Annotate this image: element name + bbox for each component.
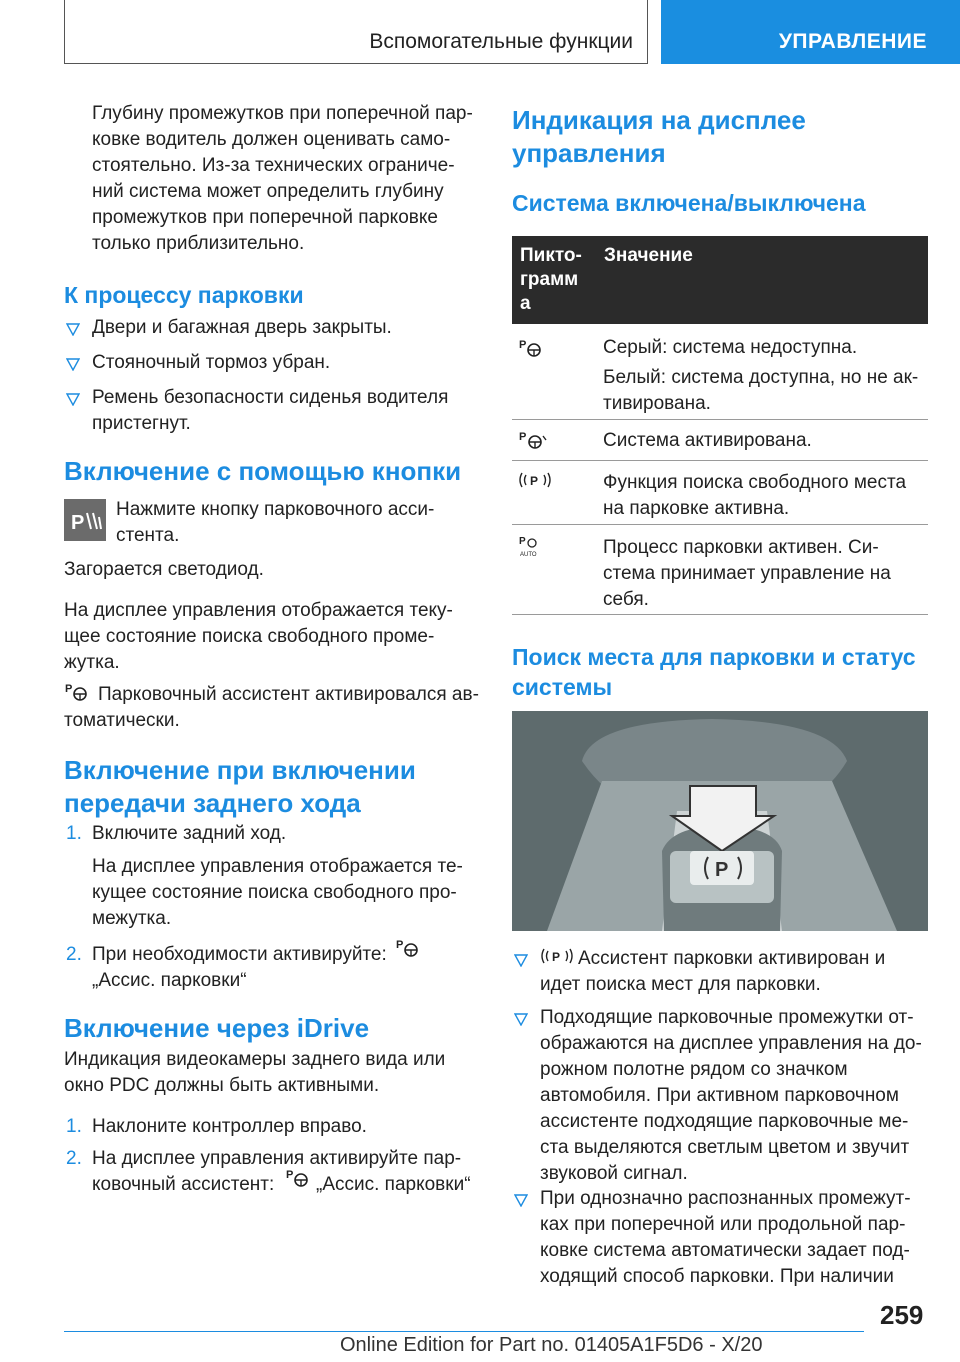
svg-text:P: P xyxy=(519,431,527,443)
intro-paragraph xyxy=(92,101,473,257)
step-text: При необходимости активируйте: xyxy=(92,944,387,965)
text-line: ассистенте подходящие парковочные ме- xyxy=(540,1111,909,1132)
table-row-value xyxy=(603,535,891,613)
svg-text:P: P xyxy=(715,859,729,881)
table-row-divider xyxy=(512,419,928,420)
heading-line: системы xyxy=(512,674,613,700)
text-line: Нажмите кнопку парковочного асси- xyxy=(116,499,435,520)
parking-assistant-icon xyxy=(64,680,90,707)
heading-line: Индикация на дисплее xyxy=(512,105,806,135)
idrive-paragraph xyxy=(64,1047,445,1099)
svg-text:P: P xyxy=(65,683,73,695)
heading-reverse-activation xyxy=(64,754,416,820)
auto-activation-line2: томатически. xyxy=(64,710,180,731)
step-number: 1. xyxy=(66,823,82,844)
heading-button-activation: Включение с помощью кнопки xyxy=(64,456,462,486)
table-row-value xyxy=(603,470,906,522)
list-item xyxy=(540,1005,922,1187)
text-line: При однозначно распознанных промежут- xyxy=(540,1188,911,1209)
text-line: себя. xyxy=(603,589,649,610)
edition-note: Online Edition for Part no. 01405A1F5D6 - X/20 xyxy=(340,1334,763,1356)
step-number: 1. xyxy=(66,1116,82,1137)
table-header-col1 xyxy=(520,244,582,316)
text-line: На дисплее управления отображается теку- xyxy=(64,600,453,621)
table-header xyxy=(512,236,928,324)
text-line: пристегнут. xyxy=(92,413,191,434)
heading-line: Поиск места для парковки и статус xyxy=(512,644,916,670)
heading-display-indication xyxy=(512,104,806,170)
parking-auto-icon xyxy=(518,534,542,563)
text-line: Подходящие парковочные промежутки от- xyxy=(540,1007,914,1028)
text-line: стоятельно. Из-за технических ограниче- xyxy=(92,155,455,176)
header-section-box xyxy=(64,0,648,64)
text-line: автомобиля. При активном парковочном xyxy=(540,1085,899,1106)
list-item: Стояночный тормоз убран. xyxy=(92,352,331,373)
chapter-tab[interactable] xyxy=(661,0,960,64)
text-line: Ремень безопасности сиденья водителя xyxy=(92,387,449,408)
text-line: Процесс парковки активен. Си- xyxy=(603,537,879,558)
svg-text:AUTO: AUTO xyxy=(520,552,537,558)
text-line: Функция поиска свободного места xyxy=(603,472,907,493)
text-line: ста выделяются светлым цветом и звучит xyxy=(540,1137,910,1158)
heading-line: передачи заднего хода xyxy=(64,788,361,818)
text-line: только приблизительно. xyxy=(92,233,305,254)
parking-search-icon xyxy=(540,946,574,971)
footer-divider xyxy=(64,1331,864,1332)
bullet-triangle-icon xyxy=(66,392,84,408)
table-row-divider xyxy=(512,460,928,461)
step-number: 2. xyxy=(66,944,82,965)
step-text: Наклоните контроллер вправо. xyxy=(92,1116,367,1137)
table-row-value: Система активирована. xyxy=(603,430,812,451)
header-line: Пикто- xyxy=(520,245,582,266)
bullet-triangle-icon xyxy=(514,953,532,969)
table-header-col2: Значение xyxy=(604,245,693,266)
text-line: ках при поперечной или продольной пар- xyxy=(540,1214,906,1235)
table-row-value: Белый: система доступна, но не ак- xyxy=(603,367,919,388)
text-line: межутка. xyxy=(92,908,172,929)
svg-text:P: P xyxy=(530,474,539,488)
chapter-title: УПРАВЛЕНИЕ xyxy=(778,30,927,53)
list-item xyxy=(92,385,448,437)
svg-text:P: P xyxy=(286,1169,294,1181)
section-title: Вспомогательные функции xyxy=(369,30,633,53)
step-text: „Ассис. парковки“ xyxy=(316,1174,471,1195)
heading-system-onoff: Система включена/выключена xyxy=(512,190,866,216)
heading-line: управления xyxy=(512,138,666,168)
table-row-value: Серый: система недоступна. xyxy=(603,337,858,358)
text-line: ковке водитель должен оценивать само- xyxy=(92,129,451,150)
heading-parking-process: К процессу парковки xyxy=(64,282,304,308)
text-line: рожном полотне рядом со значком xyxy=(540,1059,848,1080)
parking-search-icon xyxy=(518,470,552,495)
text-line: стента. xyxy=(116,525,180,546)
list-item: Двери и багажная дверь закрыты. xyxy=(92,317,392,338)
list-item: Ассистент парковки активирован и xyxy=(578,948,886,969)
page-number: 259 xyxy=(880,1300,924,1330)
heading-idrive: Включение через iDrive xyxy=(64,1013,370,1043)
text-line: ковке система автоматически задает под- xyxy=(540,1240,910,1261)
text-line: окно PDC должны быть активными. xyxy=(64,1075,380,1096)
table-row-divider xyxy=(512,524,928,525)
parking-assistant-active-icon xyxy=(518,428,548,455)
bullet-triangle-icon xyxy=(66,322,84,338)
text-line: жутка. xyxy=(64,652,120,673)
text-line: промежутков при поперечной парковке xyxy=(92,207,438,228)
table-row-divider xyxy=(512,614,928,615)
bullet-triangle-icon xyxy=(514,1012,532,1028)
text-line: Индикация видеокамеры заднего вида или xyxy=(64,1049,446,1070)
svg-text:P: P xyxy=(396,939,404,951)
step-text: Включите задний ход. xyxy=(92,823,287,844)
parking-button-icon xyxy=(64,499,106,541)
text-line: ний система может определить глубину xyxy=(92,181,444,202)
parking-assistant-icon xyxy=(285,1166,311,1193)
text-line: ображаются на дисплее управления на до- xyxy=(540,1033,922,1054)
heading-line: Включение при включении xyxy=(64,755,416,785)
table-row-value: тивирована. xyxy=(603,393,711,414)
header-line: а xyxy=(520,293,531,314)
parking-assistant-icon xyxy=(395,936,421,963)
text-line: ходящий способ парковки. При наличии xyxy=(540,1266,894,1287)
button-instruction xyxy=(116,497,434,549)
step-text: ковочный ассистент: xyxy=(92,1174,275,1195)
svg-text:P: P xyxy=(519,339,527,351)
parking-display-photo xyxy=(512,711,928,931)
text-line: звуковой сигнал. xyxy=(540,1163,688,1184)
bullet-triangle-icon xyxy=(514,1193,532,1209)
text-line: стема принимает управление на xyxy=(603,563,891,584)
header-line: грамм xyxy=(520,269,579,290)
bullet-triangle-icon xyxy=(66,357,84,373)
text-line: щее состояние поиска свободного проме- xyxy=(64,626,435,647)
display-status-paragraph xyxy=(64,598,453,676)
text-line: кущее состояние поиска свободного про- xyxy=(92,882,457,903)
step-number: 2. xyxy=(66,1148,82,1169)
svg-text:P: P xyxy=(552,950,561,964)
list-item: идет поиска мест для парковки. xyxy=(540,974,821,995)
step-text: „Ассис. парковки“ xyxy=(92,970,247,991)
parking-assistant-icon xyxy=(518,336,544,363)
auto-activation-line1: Парковочный ассистент активировался ав- xyxy=(98,684,479,705)
led-text: Загорается светодиод. xyxy=(64,559,264,580)
svg-text:P: P xyxy=(519,536,526,547)
text-line: На дисплее управления отображается те- xyxy=(92,856,463,877)
text-line: на парковке активна. xyxy=(603,498,790,519)
svg-text:P: P xyxy=(71,512,85,534)
list-item xyxy=(540,1186,911,1290)
text-line: Глубину промежутков при поперечной пар- xyxy=(92,103,473,124)
step-text: На дисплее управления активируйте пар- xyxy=(92,1148,462,1169)
step-subtext xyxy=(92,854,463,932)
heading-parking-search xyxy=(512,642,916,702)
